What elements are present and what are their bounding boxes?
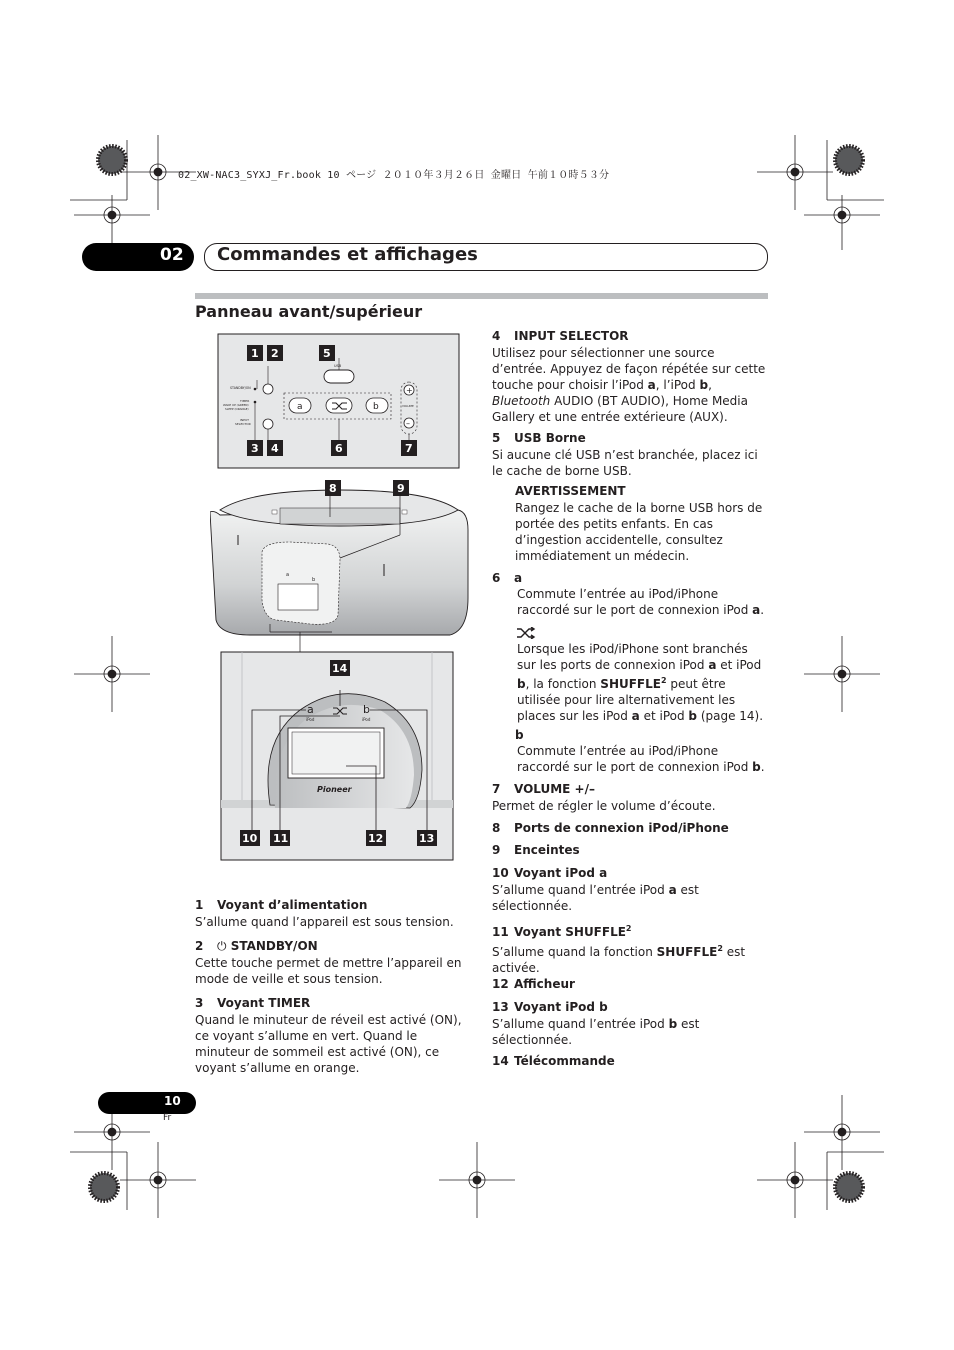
page-number-badge	[98, 1092, 196, 1114]
svg-text:a: a	[297, 402, 303, 412]
svg-text:5: 5	[323, 347, 331, 360]
svg-text:2: 2	[271, 347, 279, 360]
print-header: 02_XW-NAC3_SYXJ_Fr.book 10 ページ ２０１０年３月２６日 金曜日 午前１０時５３分	[178, 170, 610, 181]
svg-text:+: +	[406, 386, 413, 395]
item-11: 11 Voyant SHUFFLE$^2$ S’allume quand la fonction SHUFFLE$^2$ est activée.	[492, 924, 746, 975]
svg-text:STANDBY/ON: STANDBY/ON	[230, 386, 251, 390]
svg-text:SLEEP (ORANGE): SLEEP (ORANGE)	[225, 407, 249, 411]
svg-text:TIMER: TIMER	[240, 399, 250, 403]
item-5: 5 USB Borne Si aucune clé USB n’est branchée, placez ici le cache de borne USB.	[492, 431, 758, 478]
svg-text:INPUT: INPUT	[240, 418, 249, 422]
svg-text:3: 3	[251, 442, 259, 455]
svg-text:iPod: iPod	[362, 717, 371, 722]
chapter-number: 02	[160, 245, 184, 265]
section-rule	[195, 293, 768, 299]
warning-block: AVERTISSEMENT Rangez le cache de la borne USB hors de portée des petits enfants. En cas d’ingestion accidentelle, consultez immédiatement un médecin.	[515, 484, 763, 563]
svg-text:USB: USB	[334, 364, 342, 368]
svg-text:b: b	[373, 402, 379, 412]
item-title: Voyant d’alimentation	[217, 898, 368, 912]
item-6: 6 a	[492, 571, 523, 585]
svg-text:Pioneer: Pioneer	[317, 785, 352, 794]
svg-text:6: 6	[335, 442, 343, 455]
front-closeup-figure	[221, 652, 453, 860]
item-6b-body: Commute l’entrée au iPod/iPhone raccordé sur le port de connexion iPod b.	[517, 744, 765, 774]
item-8: 8 Ports de connexion iPod/iPhone	[492, 821, 729, 835]
svg-text:12: 12	[368, 832, 384, 845]
svg-text:13: 13	[419, 832, 435, 845]
item-6b: b	[515, 728, 524, 742]
item-title: Voyant TIMER	[217, 996, 311, 1010]
item-12: 12 Afficheur	[492, 977, 575, 991]
shuffle-icon	[516, 627, 536, 639]
svg-text:a: a	[307, 703, 314, 716]
svg-text:–: –	[406, 419, 410, 428]
item-title: STANDBY/ON	[230, 939, 318, 953]
svg-text:WAKE UP (GREEN): WAKE UP (GREEN)	[223, 403, 249, 407]
svg-text:b: b	[363, 703, 370, 716]
item-13: 13 Voyant iPod b S’allume quand l’entrée iPod b est sélectionnée.	[492, 1000, 700, 1047]
page-number: 10	[164, 1094, 181, 1108]
item-body: Cette touche permet de mettre l’appareil en mode de veille et sous tension.	[195, 956, 462, 986]
device-body-figure	[210, 490, 468, 652]
item-1: 1 Voyant d’alimentation S’allume quand l’appareil est sous tension.	[195, 897, 470, 930]
item-9: 9 Enceintes	[492, 843, 580, 857]
item-7: 7 VOLUME +/– Permet de régler le volume d’écoute.	[492, 782, 716, 813]
item-4: 4 INPUT SELECTOR Utilisez pour sélectionner une source d’entrée. Appuyez de façon répétée sur cette touche pour choisir l’iPod a, l’iPod b, Bluetooth AUDIO (BT AUDIO), Home Media Gallery et une entrée extérieure (AUX).	[492, 329, 766, 424]
svg-text:VOLUME: VOLUME	[402, 404, 414, 408]
svg-text:a: a	[286, 572, 290, 578]
item-10: 10 Voyant iPod a S’allume quand l’entrée iPod a est sélectionnée.	[492, 866, 699, 913]
section-title: Panneau avant/supérieur	[195, 302, 423, 321]
svg-text:7: 7	[405, 442, 413, 455]
item-6-shuffle-body: Lorsque les iPod/iPhone sont branchés sur les ports de connexion iPod a et iPod b, la fonction SHUFFLE$^2$ peut être utilisée pour lire alternativement les places sur les iPod a et iPod b (page 14).	[517, 642, 764, 723]
item-6a-body: Commute l’entrée au iPod/iPhone raccordé sur le port de connexion iPod a.	[517, 587, 765, 617]
svg-text:9: 9	[397, 482, 405, 495]
device-diagram	[210, 330, 470, 865]
item-14: 14 Télécommande	[492, 1054, 615, 1068]
item-3: 3 Voyant TIMER Quand le minuteur de réveil est activé (ON), ce voyant s’allume en vert. Quand le minuteur de sommeil est activé (ON), ce voyant s’allume en orange.	[195, 995, 470, 1076]
item-body: Quand le minuteur de réveil est activé (ON), ce voyant s’allume en vert. Quand le minuteur de sommeil est activé (ON), ce voyant s’allume en orange.	[195, 1013, 462, 1075]
svg-text:11: 11	[273, 832, 289, 845]
page-language: Fr	[163, 1113, 172, 1123]
svg-text:8: 8	[329, 482, 337, 495]
svg-text:4: 4	[271, 442, 279, 455]
power-icon: ⏻	[217, 939, 227, 953]
item-2: 2 ⏻ STANDBY/ON Cette touche permet de mettre l’appareil en mode de veille et sous tension.	[195, 938, 470, 987]
item-body: S’allume quand l’appareil est sous tension.	[195, 915, 454, 929]
chapter-title: Commandes et affichages	[217, 244, 478, 265]
svg-text:b: b	[312, 577, 316, 583]
svg-text:iPod: iPod	[306, 717, 315, 722]
svg-text:10: 10	[242, 832, 258, 845]
svg-text:1: 1	[251, 347, 259, 360]
svg-text:14: 14	[332, 662, 348, 675]
svg-text:SELECTOR: SELECTOR	[235, 422, 251, 426]
